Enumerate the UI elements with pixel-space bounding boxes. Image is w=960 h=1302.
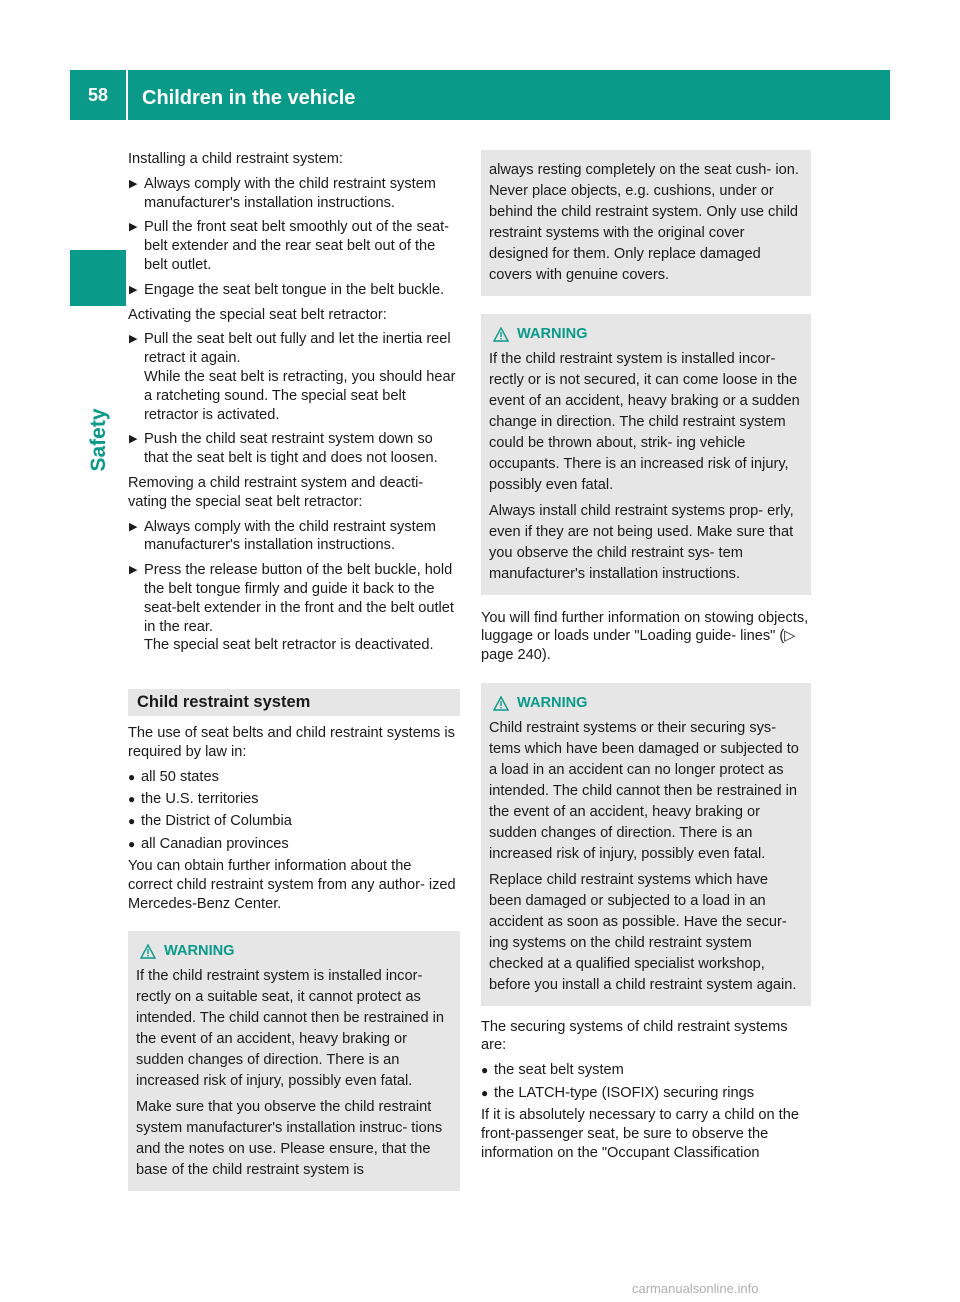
warning-box [481, 683, 811, 1006]
warning-triangle-icon [140, 944, 156, 959]
stowing-info: You will find further information on stowing objects, luggage or loads under "Loading guide- lines" (▷ page 240). [481, 609, 809, 664]
final-text: If it is absolutely necessary to carry a child on the front-passenger seat, be sure to observe the information on the "Occupant Classification [481, 1106, 799, 1161]
page-ref-icon: ▷ [784, 628, 796, 645]
page-title: Children in the vehicle [142, 87, 356, 109]
bullet-icon: ● [481, 1085, 489, 1100]
step-item: ▶ Engage the seat belt tongue in the belt buckle. [129, 281, 445, 298]
arrow-right-icon: ▶ [129, 520, 138, 533]
right-column [481, 150, 811, 1168]
warning-box-continued [481, 150, 811, 296]
step-item: ▶ Pull the front seat belt smoothly out of the seat-belt extender and the rear seat belt out of the belt outlet. [129, 219, 450, 273]
installing-intro: Installing a child restraint system: [128, 151, 343, 167]
warning-text: Child restraint systems or their securing sys- tems which have been damaged or subjected to a load in an accident can no longer protect as intended. The child cannot then be restrained in the event of an accident, heavy braking or sudden changes of direction. There is an increased risk of injury, possibly even fatal. [489, 719, 799, 862]
warning-box [128, 931, 460, 1191]
warning-header [489, 324, 803, 345]
arrow-right-icon: ▶ [129, 283, 138, 296]
section-marker [70, 250, 126, 306]
list-item: ● the U.S. territories [128, 790, 259, 807]
header-divider [126, 70, 128, 120]
warning-header [489, 693, 803, 714]
warning-triangle-icon [493, 696, 509, 711]
warning-triangle-icon [493, 327, 509, 342]
arrow-right-icon: ▶ [129, 433, 138, 446]
bullet-icon: ● [128, 791, 136, 806]
warning-header [136, 941, 452, 962]
step-item: ▶ Pull the seat belt out fully and let the inertia reel retract it again. While the seat belt is retracting, you should hear a ratcheting sound. The special seat belt retractor is activated. [129, 331, 456, 423]
list-item: ● the LATCH-type (ISOFIX) securing rings [481, 1084, 755, 1101]
activating-intro: Activating the special seat belt retractor: [128, 306, 387, 323]
securing-intro: The securing systems of child restraint systems are: [481, 1018, 788, 1054]
step-item: ▶ Push the child seat restraint system down so that the seat belt is tight and does not loosen. [129, 431, 438, 467]
section-label: Safety [87, 408, 110, 472]
page-number: 58 [87, 85, 109, 105]
list-item: ● the District of Columbia [128, 813, 292, 830]
warning-text: Replace child restraint systems which have been damaged or subjected to a load in an accident as soon as possible. Have the secur- ing systems on the child restraint system checked at a qualified specialist workshop, before you install a child restraint system again. [489, 871, 797, 993]
warning-title: WARNING [517, 326, 588, 342]
step-item: ▶ Always comply with the child restraint system manufacturer's installation instructions. [129, 175, 436, 211]
arrow-right-icon: ▶ [129, 564, 138, 577]
section-tab [84, 390, 114, 490]
warning-text: always resting completely on the seat cush- ion. Never place objects, e.g. cushions, under or behind the child restraint system. Only use child restraint systems with the original cover designed for them. Only replace damaged covers with genuine covers. [489, 162, 799, 283]
arrow-right-icon: ▶ [129, 221, 138, 234]
warning-title: WARNING [164, 943, 235, 960]
bullet-icon: ● [128, 769, 136, 784]
obtain-info: You can obtain further information about the correct child restraint system from any author- ized Mercedes-Benz Center. [128, 858, 456, 912]
left-column [128, 150, 460, 1191]
bullet-icon: ● [128, 814, 136, 829]
bullet-icon: ● [481, 1063, 489, 1078]
law-intro: The use of seat belts and child restraint systems is required by law in: [128, 724, 455, 760]
step-item: ▶ Always comply with the child restraint system manufacturer's installation instructions. [129, 518, 436, 554]
arrow-right-icon: ▶ [129, 177, 138, 190]
list-item: ● all Canadian provinces [128, 835, 289, 852]
page-ref-link[interactable]: page 240). [481, 647, 551, 664]
list-item: ● the seat belt system [481, 1062, 624, 1079]
warning-box [481, 314, 811, 595]
warning-text: Make sure that you observe the child restraint system manufacturer's installation instruc- tions and the notes on use. Please ensure, that the base of the child restraint system is [136, 1099, 443, 1179]
warning-title: WARNING [517, 694, 588, 711]
step-result: While the seat belt is retracting, you should hear a ratcheting sound. The special seat belt retractor is activated. [144, 368, 456, 423]
warning-text: If the child restraint system is installed incor- rectly or is not secured, it can come loose in the event of an accident, heavy braking or a sudden change in direction. The child restraint system could be thrown about, strik- ing vehicle occupants. There is an increased risk of injury, possibly even fatal. [489, 351, 800, 493]
warning-text: If the child restraint system is installed incor- rectly on a suitable seat, it cannot protect as intended. The child cannot then be restrained in the event of an accident, heavy braking or sudden changes of direction. There is an increased risk of injury, possibly even fatal. [136, 968, 445, 1090]
step-result: The special seat belt retractor is deactivated. [144, 637, 434, 654]
bullet-icon: ● [128, 836, 136, 851]
removing-intro: Removing a child restraint system and deacti- vating the special seat belt retractor: [128, 474, 424, 510]
watermark: carmanualsonline.info [632, 1281, 759, 1296]
arrow-right-icon: ▶ [129, 333, 138, 346]
step-item: ▶ Press the release button of the belt buckle, hold the belt tongue firmly and guide it back to the seat-belt extender in the front and the belt outlet in the rear. The special seat belt retractor is deactivated. [129, 562, 454, 654]
list-item: ● all 50 states [128, 768, 219, 785]
section-heading: Child restraint system [128, 689, 460, 716]
warning-text: Always install child restraint systems prop- erly, even if they are not being used. Make sure that you observe the child restraint sys- tem manufacturer's installation instructions. [489, 502, 794, 582]
